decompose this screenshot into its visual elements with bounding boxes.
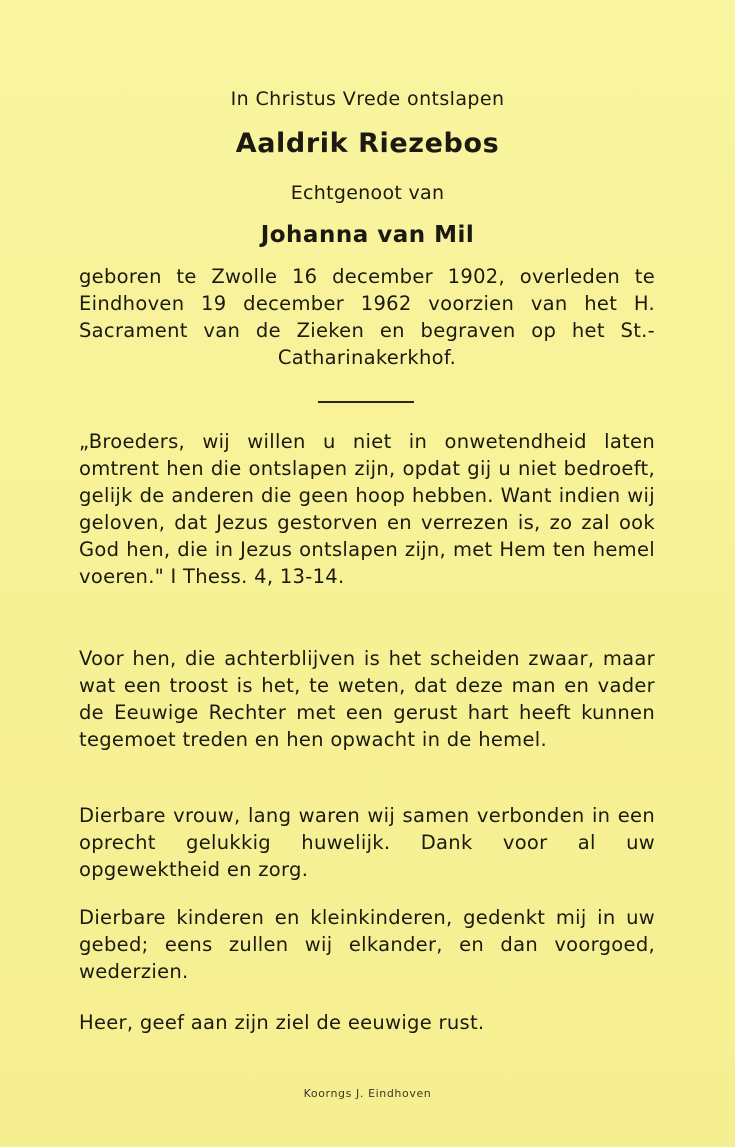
wife-paragraph: Dierbare vrouw, lang waren wij samen verbonden in een oprecht gelukkig huwelijk. Dank voor al uw opgewektheid en zorg. [79, 804, 655, 881]
closing-prayer: Heer, geef aan zijn ziel de eeuwige rust. [79, 1011, 485, 1034]
printer-credit: Koorngs J. Eindhoven [303, 1087, 432, 1100]
grief-paragraph: Voor hen, die achterblijven is het scheiden zwaar, maar wat een troost is het, te weten, dat deze man en vader de Eeuwige Rechter met een gerust hart heeft kunnen tegemoet treden en hen opwacht in de hemel. [79, 647, 655, 751]
biography-paragraph: geboren te Zwolle 16 december 1902, overleden te Eindhoven 19 december 1962 voorzien van het H. Sacrament van de Zieken en begraven op het St.-Catharinakerkhof. [79, 265, 655, 369]
children-paragraph: Dierbare kinderen en kleinkinderen, gedenkt mij in uw gebed; eens zullen wij elkander, en dan voorgoed, wederzien. [79, 906, 655, 983]
deceased-name: Aaldrik Riezebos [235, 128, 500, 159]
spouse-name: Johanna van Mil [260, 222, 475, 248]
spouse-label: Echtgenoot van [290, 182, 445, 204]
scripture-quote-paragraph: „Broeders, wij willen u niet in onwetendheid laten omtrent hen die ontslapen zijn, opdat gij u niet bedroeft, gelijk de anderen die geen hoop hebben. Want indien wij geloven, dat Jezus gestorven en verrezen is, zo zal ook God hen, die in Jezus ontslapen zijn, met Hem ten hemel voeren." I Thess. 4, 13-14. [79, 430, 655, 588]
divider-line [318, 401, 414, 403]
intro-line: In Christus Vrede ontslapen [230, 88, 505, 110]
